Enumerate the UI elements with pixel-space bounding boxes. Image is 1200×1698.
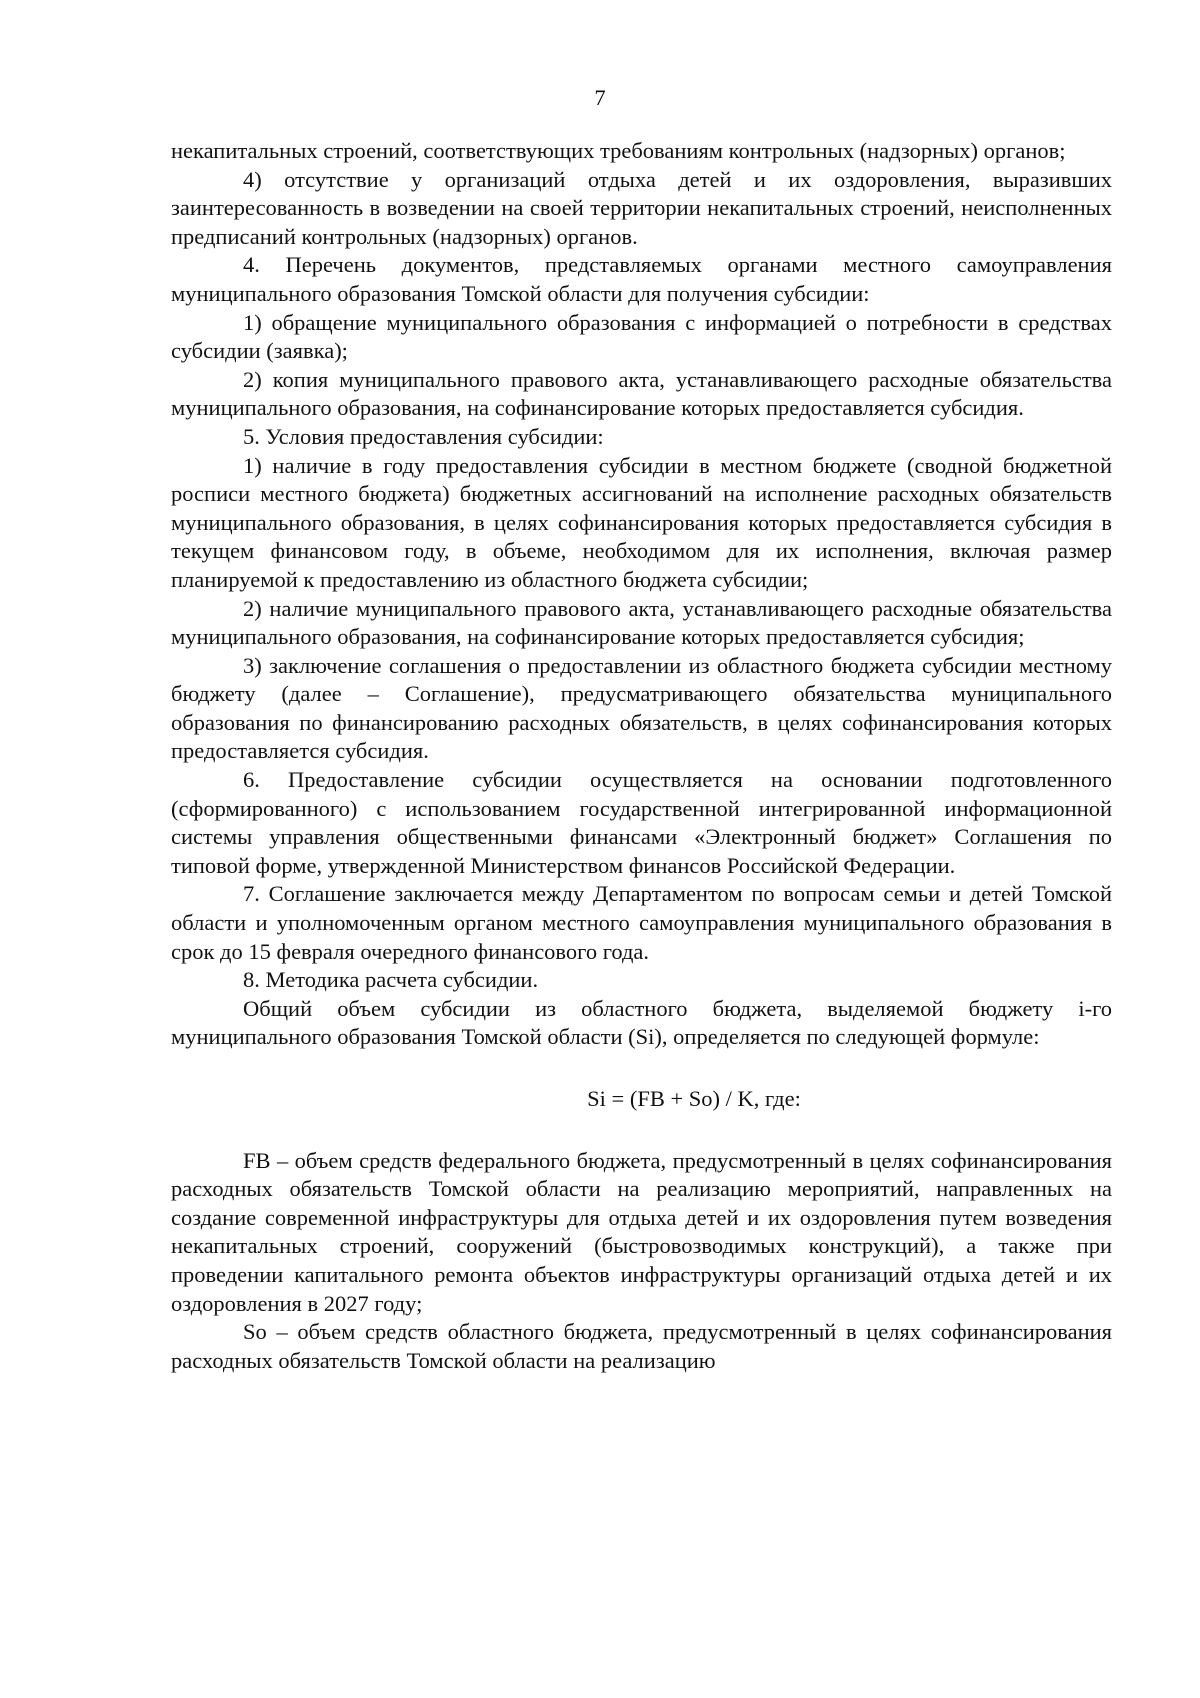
- paragraph-continued: некапитальных строений, соответствующих требованиям контрольных (надзорных) органов;: [171, 138, 1066, 163]
- paragraph-condition-2-legal-act: 2) наличие муниципального правового акта, устанавливающего расходные обязательства муниципального образования, на софинансирование которых предоставляется субсидия;: [171, 595, 1112, 650]
- paragraph-item-1-application: 1) обращение муниципального образования с информацией о потребности в средствах субсидии (заявка);: [171, 309, 1112, 364]
- paragraph-total-subsidy-volume: Общий объем субсидии из областного бюджета, выделяемой бюджету i-го муниципального образования Томской области (Si), определяется по следующей формуле:: [171, 995, 1112, 1050]
- paragraph-item-2-legal-act-copy: 2) копия муниципального правового акта, устанавливающего расходные обязательства муниципального образования, на софинансирование которых предоставляется субсидия.: [171, 366, 1112, 421]
- definition-so: So – объем средств областного бюджета, предусмотренный в целях софинансирования расходных обязательств Томской области на реализацию: [171, 1319, 1112, 1373]
- paragraph-section-8-methodology: 8. Методика расчета субсидии.: [243, 967, 539, 993]
- definition-fb: FB – объем средств федерального бюджета, предусмотренный в целях софинансирования расходных обязательств Томской области на реализацию мероприятий, направленных на создание современной инфраструктуры для отдыха детей и их оздоровления путем возведения некапитальных строений, сооружений (быстровозводимых конструкций), а также при проведении капитального ремонта объектов инфраструктуры организаций отдыха детей и их оздоровления в 2027 году;: [171, 1147, 1112, 1316]
- paragraph-section-5-conditions: 5. Условия предоставления субсидии:: [243, 423, 604, 449]
- document-body: [171, 137, 1112, 1375]
- paragraph-condition-3-agreement: 3) заключение соглашения о предоставлении из областного бюджета субсидии местному бюджету (далее – Соглашение), предусматривающего обязательства муниципального образования по финансированию расходных обязательств, в целях софинансирования которых предоставляется субсидия.: [171, 652, 1112, 764]
- paragraph-section-6-provision: 6. Предоставление субсидии осуществляется на основании подготовленного (сформированного) с использованием государственной интегрированной информационной системы управления общественными финансами «Электронный бюджет» Соглашения по типовой форме, утвержденной Министерством финансов Российской Федерации.: [171, 767, 1112, 878]
- page-number: 7: [594, 85, 606, 110]
- paragraph-item-4-absence-of-orders: 4) отсутствие у организаций отдыха детей и их оздоровления, выразивших заинтересованность в возведении на своей территории некапитальных строений, неисполненных предписаний контрольных (надзорных) органов.: [171, 166, 1112, 249]
- paragraph-condition-1-budget: 1) наличие в году предоставления субсидии в местном бюджете (сводной бюджетной росписи местного бюджета) бюджетных ассигнований на исполнение расходных обязательств муниципального образования, в целях софинансирования которых предоставляется субсидия в текущем финансовом году, в объеме, необходимом для их исполнения, включая размер планируемой к предоставлению из областного бюджета субсидии;: [171, 452, 1112, 592]
- subsidy-formula: Si = (FB + So) / K, где:: [587, 1086, 801, 1111]
- paragraph-section-4-documents-list: 4. Перечень документов, представляемых органами местного самоуправления муниципального образования Томской области для получения субсидии:: [171, 252, 1112, 306]
- paragraph-section-7-agreement-deadline: 7. Соглашение заключается между Департаментом по вопросам семьи и детей Томской области и уполномоченным органом местного самоуправления муниципального образования в срок до 15 февраля очередного финансового года.: [171, 881, 1112, 964]
